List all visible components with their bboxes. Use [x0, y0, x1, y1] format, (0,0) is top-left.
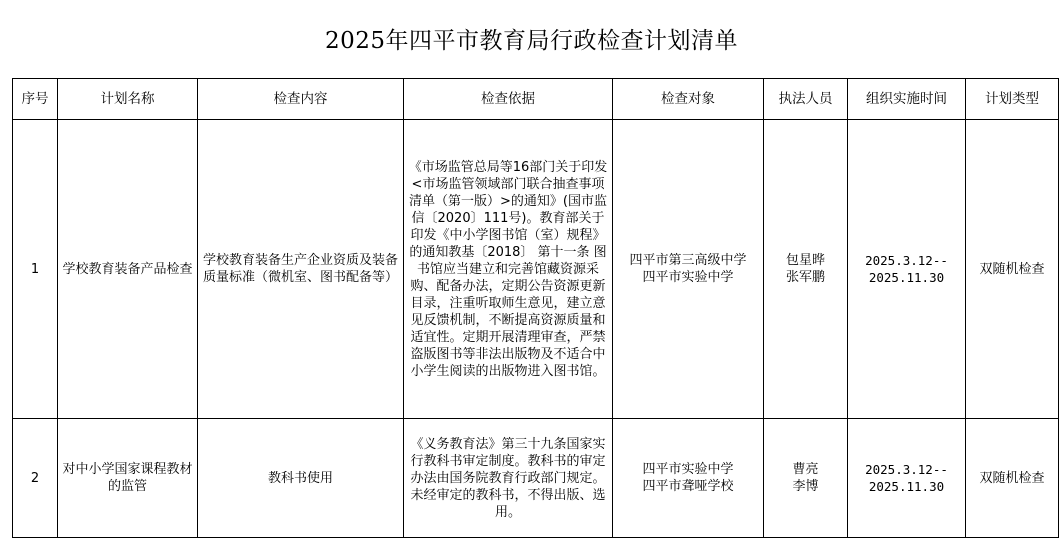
col-header-type: 计划类型	[966, 79, 1059, 120]
col-header-target: 检查对象	[613, 79, 764, 120]
target-item: 四平市聋哑学校	[642, 479, 734, 494]
col-header-officers: 执法人员	[764, 79, 848, 120]
col-header-time: 组织实施时间	[848, 79, 966, 120]
cell-basis: 《义务教育法》第三十九条国家实行教科书审定制度。教科书的审定办法由国务院教育行政部门规定。未经审定的教科书，不得出版、选用。	[404, 419, 613, 538]
inspection-plan-table	[12, 78, 1059, 538]
cell-basis: 《市场监管总局等16部门关于印发<市场监管领域部门联合抽查事项清单（第一版）>的通知》(国市监信〔2020〕111号)。教育部关于印发《中小学图书馆（室）规程》的通知教基〔2018〕 第十一条 图书馆应当建立和完善馆藏资源采购、配备办法，定期公告资源更新目录，注重听取师生意见，建立意见反馈机制，不断提高资源质量和适宜性。定期开展清理审查，严禁盗版图书等非法出版物及不适合中小学生阅读的出版物进入图书馆。	[404, 120, 613, 419]
time-start: 2025.3.12--	[865, 253, 948, 268]
cell-target	[613, 419, 764, 538]
cell-time	[848, 120, 966, 419]
cell-content: 学校教育装备生产企业资质及装备质量标准（微机室、图书配备等）	[198, 120, 404, 419]
table-row	[13, 120, 1059, 419]
cell-content: 教科书使用	[198, 419, 404, 538]
cell-officers	[764, 419, 848, 538]
cell-type: 双随机检查	[966, 419, 1059, 538]
cell-target	[613, 120, 764, 419]
target-item: 四平市实验中学	[642, 462, 734, 477]
col-header-plan-name: 计划名称	[58, 79, 198, 120]
cell-time	[848, 419, 966, 538]
time-start: 2025.3.12--	[865, 462, 948, 477]
officer-name: 张军鹏	[785, 270, 825, 285]
table-row	[13, 419, 1059, 538]
cell-plan-name: 学校教育装备产品检查	[58, 120, 198, 419]
page-title: 2025年四平市教育局行政检查计划清单	[324, 28, 739, 54]
officer-name: 包星晔	[785, 253, 825, 268]
time-end: 2025.11.30	[868, 270, 945, 285]
cell-type: 双随机检查	[966, 120, 1059, 419]
table-header-row	[13, 79, 1059, 120]
col-header-content: 检查内容	[198, 79, 404, 120]
col-header-no: 序号	[13, 79, 58, 120]
cell-plan-name: 对中小学国家课程教材的监管	[58, 419, 198, 538]
target-item: 四平市第三高级中学	[629, 253, 747, 268]
col-header-basis: 检查依据	[404, 79, 613, 120]
officer-name: 曹亮	[792, 462, 819, 477]
time-end: 2025.11.30	[868, 479, 945, 494]
cell-no: 2	[13, 419, 58, 538]
target-item: 四平市实验中学	[642, 270, 734, 285]
cell-no: 1	[13, 120, 58, 419]
officer-name: 李博	[792, 479, 819, 494]
cell-officers	[764, 120, 848, 419]
